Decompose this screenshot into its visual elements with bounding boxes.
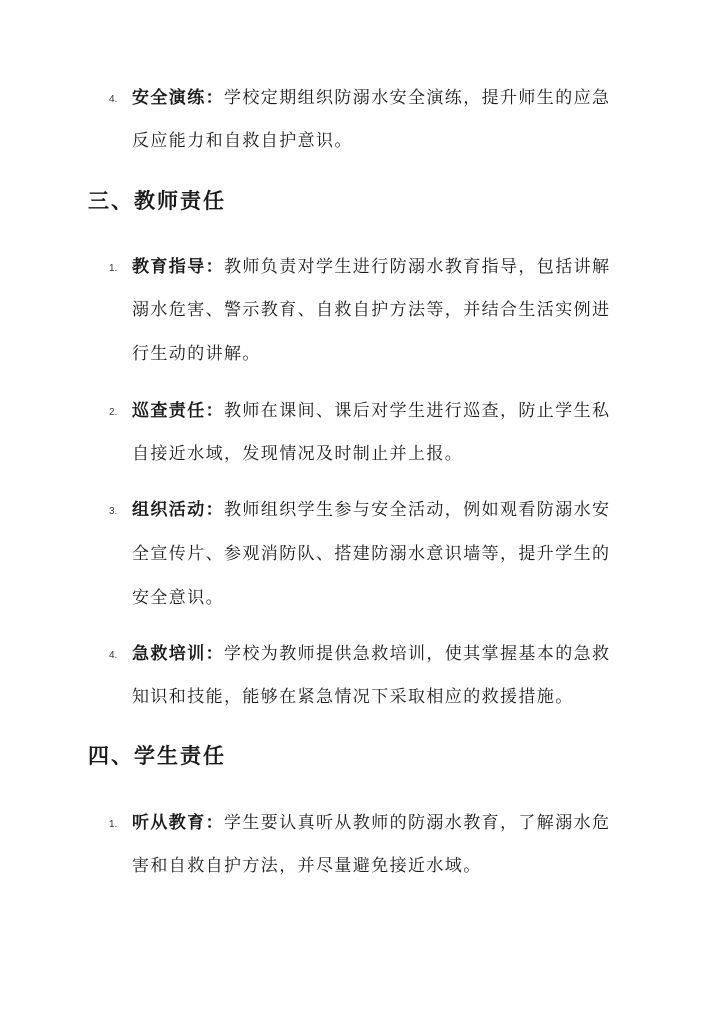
list-item-text: 溺水危害、警示教育、自救自护方法等，并结合生活实例进 [132, 300, 611, 320]
section-heading: 三、教师责任 [88, 189, 226, 213]
list-item-text: 学生要认真听从教师的防溺水教育，了解溺水危 [224, 813, 611, 833]
list-number: 4. [109, 94, 118, 105]
list-item-text: 全宣传片、参观消防队、搭建防溺水意识墙等，提升学生的 [132, 544, 611, 564]
list-item-text: 学校为教师提供急救培训，使其掌握基本的急救 [224, 644, 611, 664]
list-item-term: 急救培训： [132, 644, 224, 664]
list-item-text: 反应能力和自救自护意识。 [132, 131, 353, 151]
list-number: 3. [109, 506, 118, 517]
list-item-text: 教师负责对学生进行防溺水教育指导，包括讲解 [224, 257, 611, 277]
list-item-text: 行生动的讲解。 [132, 344, 261, 364]
list-item-line [132, 259, 622, 276]
list-item-term: 听从教育： [132, 813, 224, 833]
list-item-text: 害和自救自护方法，并尽量避免接近水域。 [132, 856, 482, 876]
list-number: 1. [109, 263, 118, 274]
list-number: 2. [109, 407, 118, 418]
section-heading: 四、学生责任 [88, 744, 226, 768]
list-item-text: 学校定期组织防溺水安全演练，提升师生的应急 [224, 88, 611, 108]
list-number: 1. [109, 819, 118, 830]
list-item-text: 知识和技能，能够在紧急情况下采取相应的救援措施。 [132, 687, 574, 707]
list-item-term: 安全演练： [132, 88, 224, 108]
list-item-text: 教师组织学生参与安全活动，例如观看防溺水安 [224, 500, 611, 520]
list-item-line [132, 815, 622, 832]
list-item-line [132, 403, 622, 420]
list-item-text: 安全意识。 [132, 588, 224, 608]
list-item-term: 组织活动： [132, 500, 224, 520]
list-item-term: 巡查责任： [132, 401, 224, 421]
list-item-line [132, 646, 622, 663]
list-item-text: 自接近水域，发现情况及时制止并上报。 [132, 444, 464, 464]
list-item-text: 教师在课间、课后对学生进行巡查，防止学生私 [224, 401, 611, 421]
list-item-term: 教育指导： [132, 257, 224, 277]
list-number: 4. [109, 650, 118, 661]
list-item-line [132, 502, 622, 519]
list-item-line [132, 90, 622, 107]
